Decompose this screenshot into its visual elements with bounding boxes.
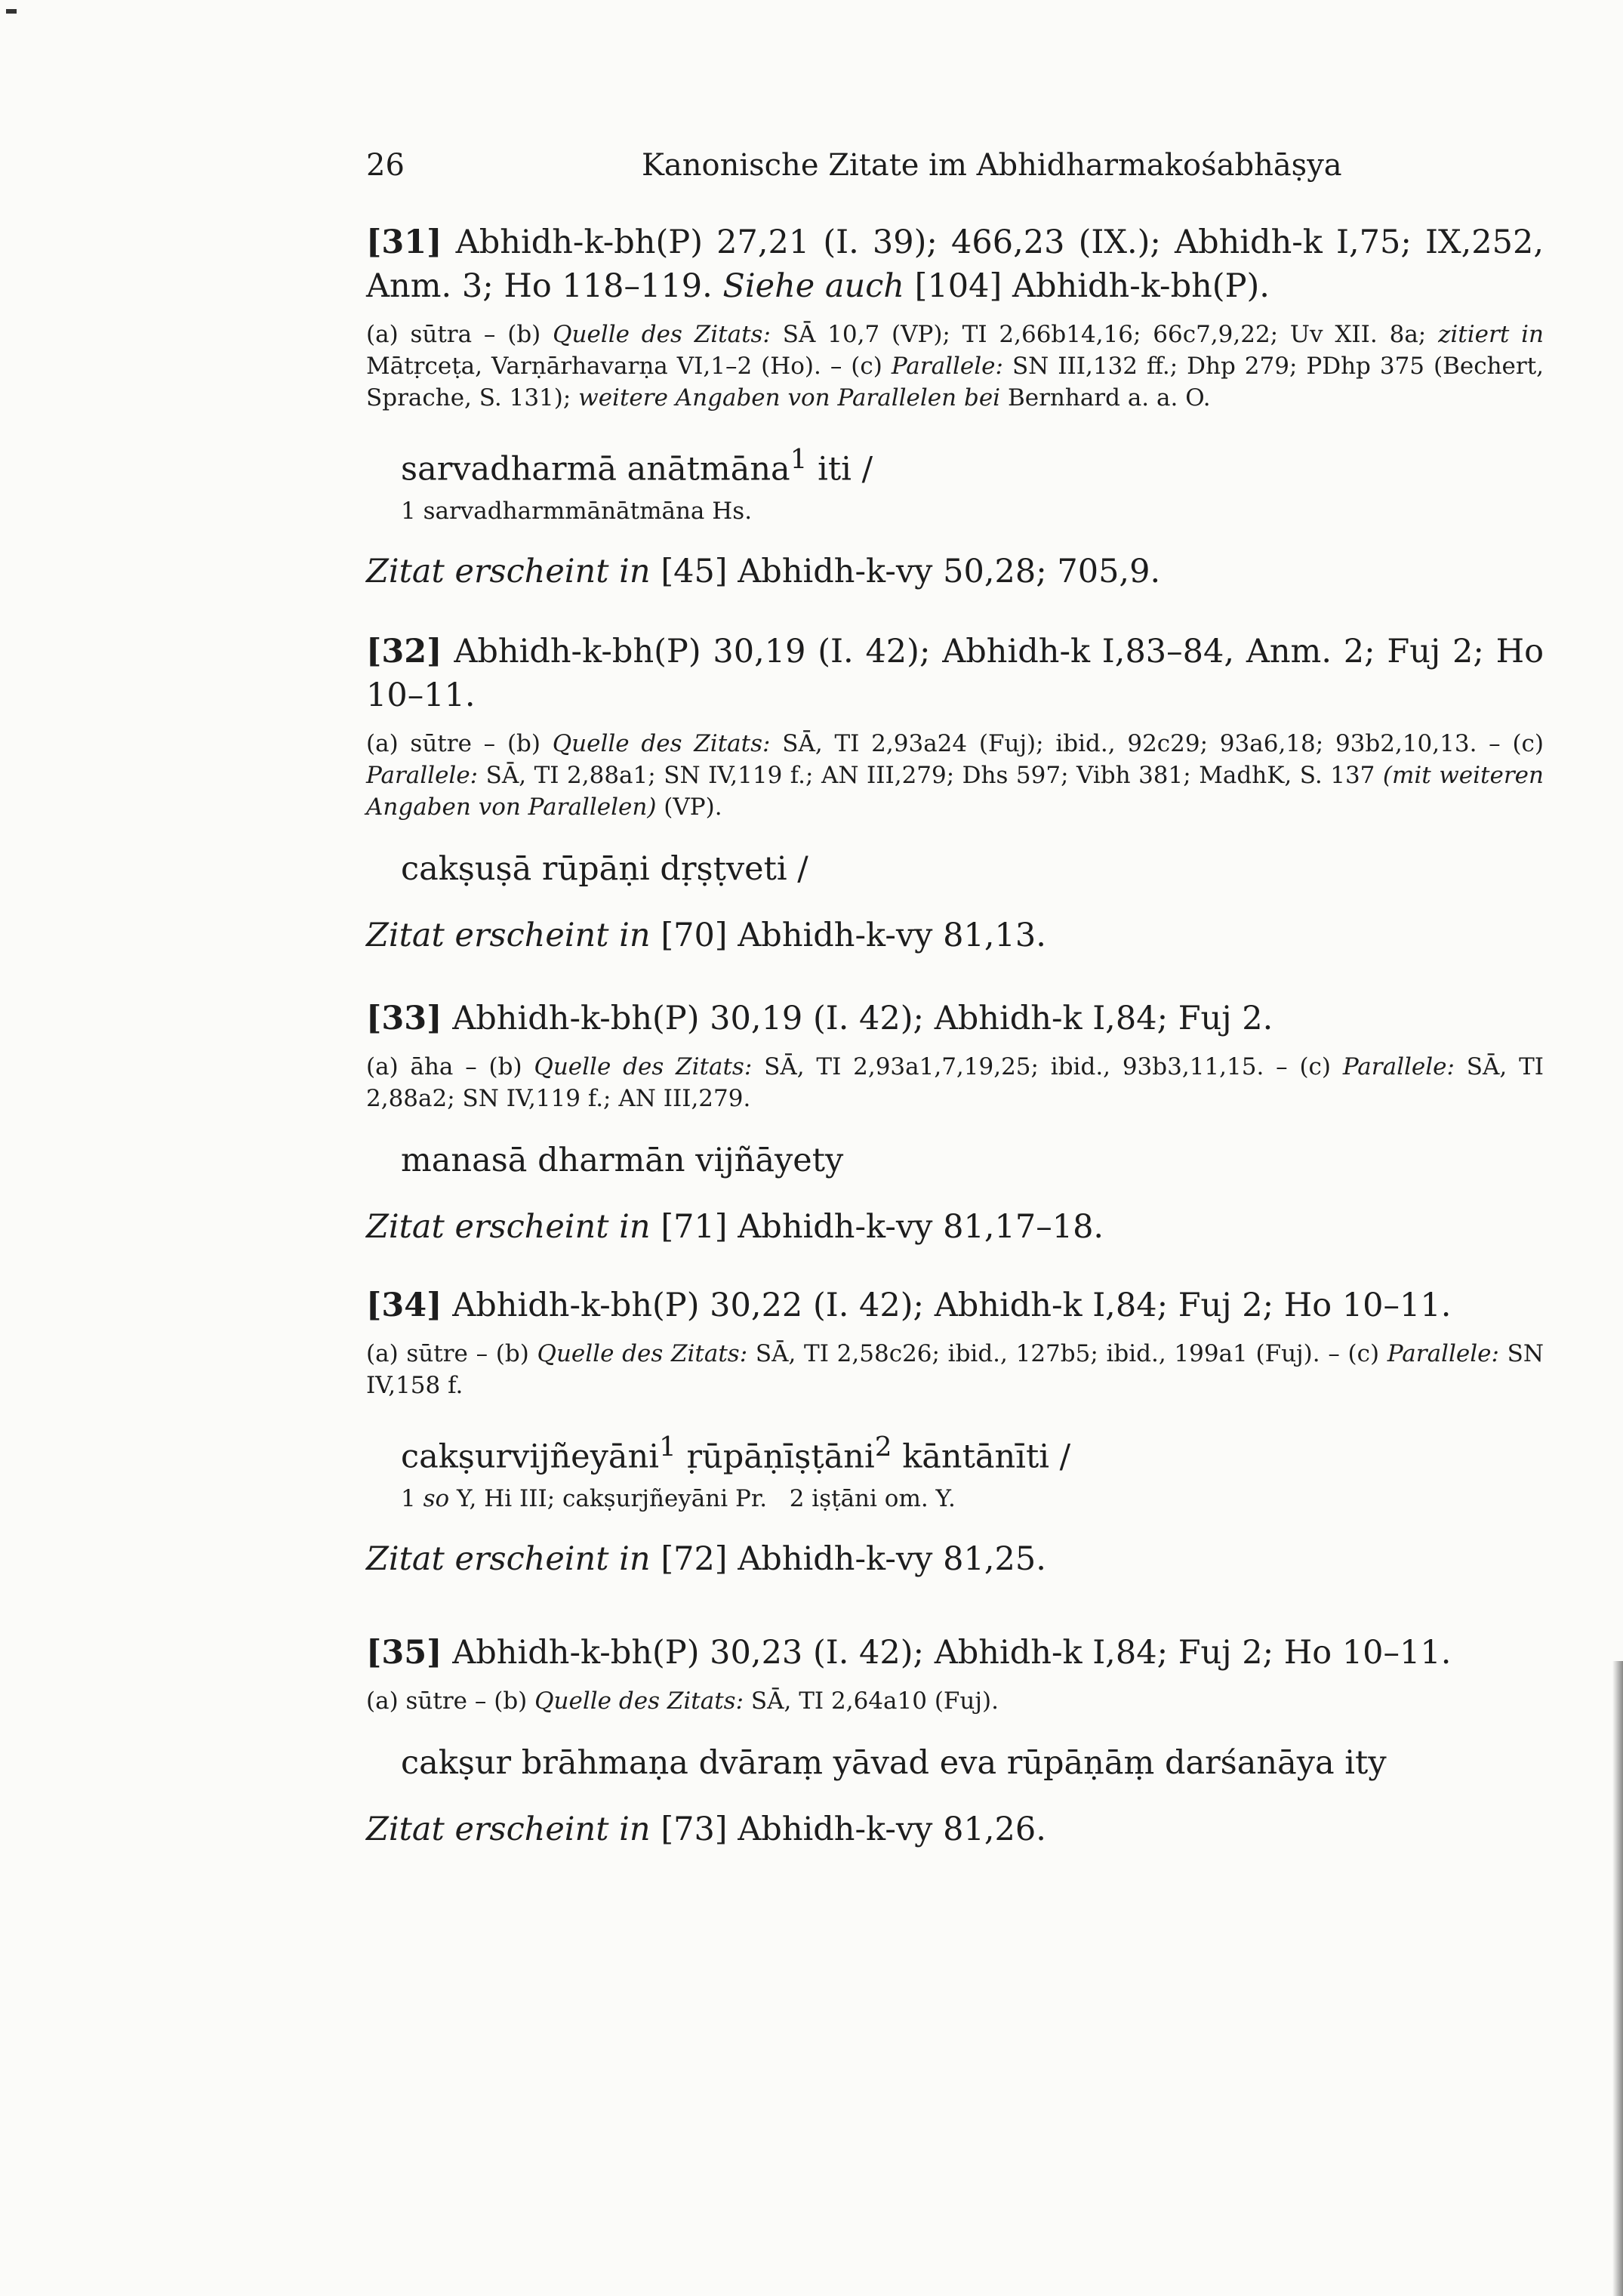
parallele-text: SĀ, TI 2,88a2; SN IV,119 f.; AN III,279. xyxy=(366,1053,1544,1112)
zitat-label: Zitat erscheint in xyxy=(366,917,651,954)
zitat-line xyxy=(366,1537,1544,1581)
entry-35 xyxy=(366,1631,1544,1851)
parallele-label: Parallele: xyxy=(1387,1340,1499,1367)
siehe-ref: [104] Abhidh-k-bh(P). xyxy=(914,267,1270,305)
quelle-label: Quelle des Zitats: xyxy=(537,1340,748,1367)
quelle-text: SĀ, TI 2,58c26; ibid., 127b5; ibid., 199a1 (Fuj). – (c) xyxy=(755,1340,1380,1367)
sanskrit-quote: cakṣuṣā rūpāṇi dṛṣṭveti / xyxy=(401,850,808,888)
zitat-line xyxy=(366,1808,1544,1851)
quelle-label: Quelle des Zitats: xyxy=(534,1053,753,1080)
zitat-text: [45] Abhidh-k-vy 50,28; 705,9. xyxy=(661,553,1161,591)
running-title: Kanonische Zitate im Abhidharmakośabhāṣya xyxy=(642,148,1342,183)
scan-edge-shadow xyxy=(1612,1661,1623,2296)
entry-notes xyxy=(366,1685,1544,1717)
quote-end: iti / xyxy=(807,450,873,488)
fn2-text: 2 iṣṭāni om. Y. xyxy=(789,1485,956,1513)
zitiert-text: Mātṛceṭa, Varṇārhavarṇa VI,1–2 (Ho). – (c) xyxy=(366,353,882,380)
parallele-text: SĀ, TI 2,88a1; SN IV,119 f.; AN III,279; Dhs 597; Vibh 381; MadhK, S. 137 xyxy=(485,762,1375,789)
quelle-text: SĀ, TI 2,64a10 (Fuj). xyxy=(750,1687,999,1715)
parallele-label: Parallele: xyxy=(1342,1053,1455,1080)
entry-refs-text: Abhidh-k-bh(P) 27,21 (I. 39); 466,23 (IX.); Abhidh-k I,75; IX,252, Anm. 3; Ho 118–119. xyxy=(366,223,1544,305)
entry-number: [34] xyxy=(366,1287,442,1324)
notes-a: (a) sūtre – (b) xyxy=(366,1340,529,1367)
mit-label: (mit weiteren Angaben von Parallelen) xyxy=(366,762,1544,821)
entry-refs-text: Abhidh-k-bh(P) 30,22 (I. 42); Abhidh-k I,84; Fuj 2; Ho 10–11. xyxy=(452,1287,1452,1324)
siehe-label: Siehe auch xyxy=(722,267,904,305)
entry-refs xyxy=(366,1631,1544,1675)
notes-a: (a) sūtra – (b) xyxy=(366,321,541,348)
quelle-label: Quelle des Zitats: xyxy=(553,321,771,348)
entry-refs-text: Abhidh-k-bh(P) 30,19 (I. 42); Abhidh-k I,84; Fuj 2. xyxy=(452,1000,1273,1037)
fn1-so: so xyxy=(423,1485,450,1513)
scan-mark xyxy=(6,9,17,14)
fn1-text: Y, Hi III; cakṣurjñeyāni Pr. xyxy=(457,1485,768,1513)
quote-part-b: ṛūpāṇīṣṭāni xyxy=(676,1438,875,1476)
entry-refs xyxy=(366,220,1544,308)
quelle-text: SĀ 10,7 (VP); TI 2,66b14,16; 66c7,9,22; Uv XII. 8a; xyxy=(782,321,1427,348)
zitat-label: Zitat erscheint in xyxy=(366,1540,651,1579)
notes-a: (a) sūtre – (b) xyxy=(366,730,540,757)
entry-refs-text: Abhidh-k-bh(P) 30,23 (I. 42); Abhidh-k I,84; Fuj 2; Ho 10–11. xyxy=(452,1634,1452,1672)
parallele-text: SN IV,158 f. xyxy=(366,1340,1544,1399)
mit-text: (VP). xyxy=(664,794,722,821)
zitiert-label: zitiert in xyxy=(1438,321,1544,348)
entry-refs-text: Abhidh-k-bh(P) 30,19 (I. 42); Abhidh-k I,83–84, Anm. 2; Fuj 2; Ho 10–11. xyxy=(366,633,1544,714)
quelle-label: Quelle des Zitats: xyxy=(552,730,771,757)
entry-notes xyxy=(366,728,1544,823)
fn1-number: 1 xyxy=(401,1485,416,1513)
parallele-text: SN III,132 ff.; Dhp 279; PDhp 375 (Bechert, Sprache, S. 131); xyxy=(366,353,1544,411)
entry-notes xyxy=(366,319,1544,414)
footnotes xyxy=(401,1483,1544,1515)
zitat-line xyxy=(366,1205,1544,1249)
entry-number: [32] xyxy=(366,633,442,670)
footnote-marker: 1 xyxy=(790,444,808,475)
entry-refs xyxy=(366,1284,1544,1327)
entry-number: [33] xyxy=(366,1000,442,1037)
footnote-marker-2: 2 xyxy=(874,1432,892,1462)
entry-notes xyxy=(366,1338,1544,1401)
sanskrit-quote: manasā dharmān vijñāyety xyxy=(401,1142,844,1179)
zitat-text: [73] Abhidh-k-vy 81,26. xyxy=(661,1811,1046,1848)
sanskrit-quote xyxy=(401,438,1544,491)
parallele-label: Parallele: xyxy=(366,762,479,789)
entry-refs xyxy=(366,997,1544,1040)
entry-number: [31] xyxy=(366,223,442,261)
zitat-label: Zitat erscheint in xyxy=(366,553,651,591)
footnote: 1 sarvadharmmānātmāna Hs. xyxy=(401,498,753,525)
weitere-text: Bernhard a. a. O. xyxy=(1007,384,1211,411)
zitat-text: [72] Abhidh-k-vy 81,25. xyxy=(661,1540,1046,1579)
quelle-text: SĀ, TI 2,93a1,7,19,25; ibid., 93b3,11,15. – (c) xyxy=(764,1053,1331,1080)
notes-a: (a) sūtre – (b) xyxy=(366,1687,528,1715)
sanskrit-quote xyxy=(401,1425,1544,1478)
zitat-line xyxy=(366,914,1544,957)
zitat-line xyxy=(366,550,1544,593)
entry-32 xyxy=(366,630,1544,957)
quelle-label: Quelle des Zitats: xyxy=(534,1687,744,1715)
weitere-label: weitere Angaben von Parallelen bei xyxy=(578,384,1001,411)
quote-part-c: kāntānīti / xyxy=(892,1438,1071,1476)
page-number: 26 xyxy=(366,148,405,183)
footnote-marker-1: 1 xyxy=(658,1432,676,1462)
parallele-label: Parallele: xyxy=(891,353,1003,380)
entry-31 xyxy=(366,220,1544,593)
zitat-text: [70] Abhidh-k-vy 81,13. xyxy=(661,917,1046,954)
quote-text: sarvadharmā anātmāna xyxy=(401,450,790,488)
zitat-label: Zitat erscheint in xyxy=(366,1811,651,1848)
entry-refs xyxy=(366,630,1544,717)
quelle-text: SĀ, TI 2,93a24 (Fuj); ibid., 92c29; 93a6,18; 93b2,10,13. – (c) xyxy=(782,730,1544,757)
quote-part-a: cakṣurvijñeyāni xyxy=(401,1438,659,1476)
notes-a: (a) āha – (b) xyxy=(366,1053,522,1080)
entry-33 xyxy=(366,997,1544,1249)
entry-notes xyxy=(366,1051,1544,1114)
sanskrit-quote: cakṣur brāhmaṇa dvāraṃ yāvad eva rūpāṇāṃ darśanāya ity xyxy=(401,1744,1387,1782)
entry-number: [35] xyxy=(366,1634,442,1672)
zitat-text: [71] Abhidh-k-vy 81,17–18. xyxy=(661,1208,1104,1246)
zitat-label: Zitat erscheint in xyxy=(366,1208,651,1246)
entry-34 xyxy=(366,1284,1544,1581)
